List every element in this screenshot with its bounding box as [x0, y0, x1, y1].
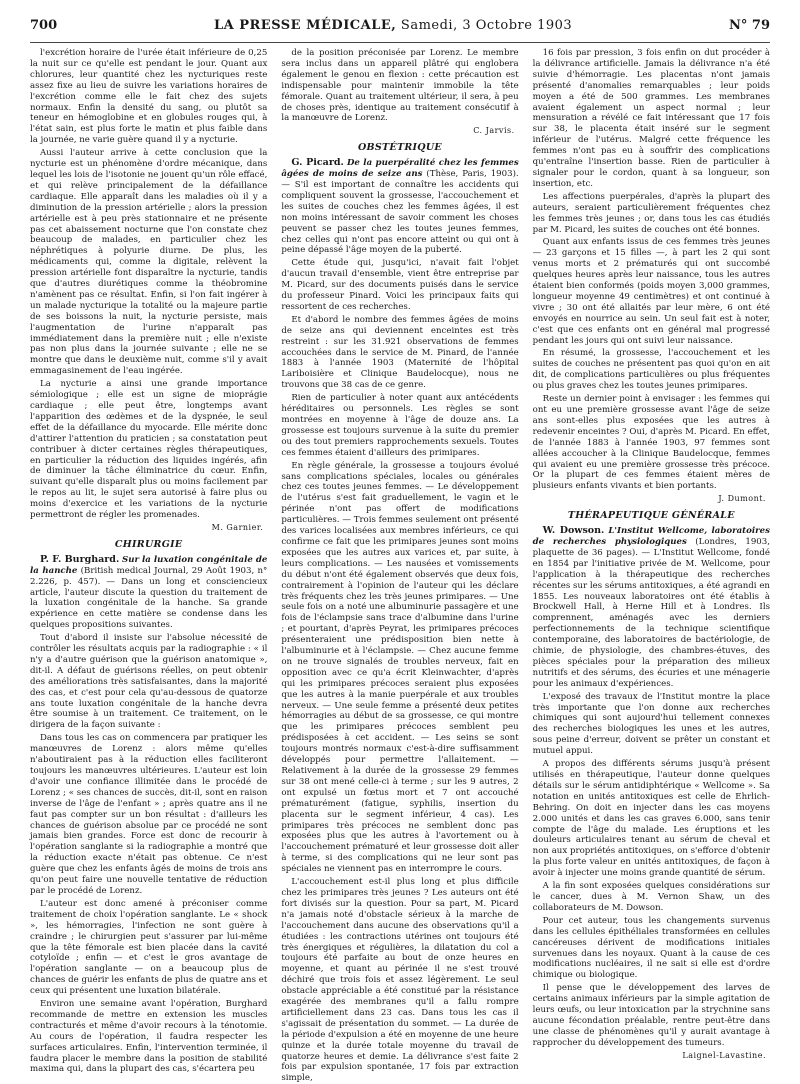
paragraph: 16 fois par pression, 3 fois enfin on dut procéder à la délivrance artificielle. Jamais la délivrance n'a été suivie d'hémorragie. Les placentas n'ont jamais présenté d'anomalies remarquables ; leur poids moyen a été de 500 grammes. Les membranes avaient également un aspect normal ; leur mensuration a révélé ce fait intéressant que 17 fois sur 38, le placenta était inséré sur le segment inférieur de l'utérus. Malgré cette fréquence les femmes n'ont pas eu à souffrir des complications qu'entraîne l'insertion basse. Rien de particulier à signaler pour le cordon, quant à sa longueur, son insertion, etc.: [532, 48, 770, 189]
paragraph: En règle générale, la grossesse a toujours évolué sans complications spéciales, locales ou générales chez ces toutes jeunes femmes. — Le développement de l'utérus s'est fait graduellement, le vagin et le périnée n'ont pas offert de modifications particulières. — Trois femmes seulement ont présenté des varices localisées aux membres inférieurs, ce qui confirme ce fait que les primipares jeunes sont moins exposées que les autres aux varices et, par suite, à leurs complications. — Les nausées et vomissements du début n'ont été également observés que deux fois, contrairement à l'opinion de l'auteur qui les déclare très fréquents chez les très jeunes primipares. — Une seule fois on a noté une albuminurie passagère et une fois de l'éclampsie sans trace d'albumine dans l'urine ; et pourtant, d'après Peyrat, les primipares précoces présenteraient une prédisposition bien nette à l'albuminurie et à l'éclampsie. — Chez aucune femme on ne trouve signalés de troubles nerveux, fait en opposition avec ce qu'a écrit Kleinwachter, d'après qui les primipares précoces seraient plus exposées que les autres à la manie puerpérale et aux troubles nerveux. — Une seule femme a présenté deux petites hémorragies au début de sa grossesse, ce qui montre que les primipares précoces semblent peu prédisposées à cet accident. — Les seins se sont toujours montrés normaux c'est-à-dire suffisamment développés pour permettre l'allaitement. — Relativement à la durée de la grossesse 29 femmes sur 38 ont mené celle-ci à terme ; sur les 9 autres, 2 ont expulsé un fœtus mort et 7 ont accouché prématurément (fatigue, syphilis, insertion du placenta sur le segment inférieur, 4 cas). Les primipares très précoces ne semblent donc pas exposées plus que les autres à l'avortement ou à l'accouchement prématuré et leur grossesse doit aller à terme, si des complications qui ne leur sont pas spéciales ne viennent pas en interrompre le cours.: [281, 460, 519, 875]
article-author: P. F. Burghard.: [40, 553, 120, 565]
column-1: [30, 48, 268, 1075]
paragraph: L'exposé des travaux de l'Institut montre la place très importante que l'on donne aux recherches chimiques qui sont aujourd'hui tellement connexes des recherches biologiques les unes et les autres, sous peine d'erreur, doivent se prêter un constant et mutuel appui.: [532, 691, 770, 757]
paragraph: Dans tous les cas on commencera par pratiquer les manœuvres de Lorenz : alors même qu'elles n'aboutiraient pas à la réduction elles faciliteront toujours les manœuvres ultérieures. L'auteur est loin d'avoir une confiance illimitée dans le procédé de Lorenz ; « ses chances de succès, dit-il, sont en raison inverse de l'âge de l'enfant » ; après quatre ans il ne faut pas compter sur un bon résultat : d'ailleurs les chances de guérison absolue par ce procédé ne sont jamais bien grandes. Force est donc de recourir à l'opération sanglante si la radiographie a montré que la réduction exacte n'était pas obtenue. Ce n'est guère que chez les enfants âgés de moins de trois ans qu'on peut faire une nouvelle tentative de réduction par le procédé de Lorenz.: [30, 733, 268, 896]
issue-number: N° 79: [729, 18, 770, 33]
journal-name: LA PRESSE MÉDICALE,: [213, 18, 397, 33]
article-header: [30, 555, 267, 631]
paragraph: Les affections puerpérales, d'après la plupart des auteurs, seraient particulièrement fréquentes chez les femmes très jeunes ; or, dans tous les cas étudiés par M. Picard, les suites de couches ont été bonnes.: [532, 191, 770, 235]
article-author: G. Picard.: [291, 157, 344, 169]
signature: C. Jarvis.: [473, 126, 515, 136]
section-heading-chirurgie: CHIRURGIE: [114, 538, 183, 550]
paragraph: l'excrétion horaire de l'urée était inférieure de 0,25 la nuit sur ce qu'elle est pendant le jour. Quant aux chlorures, leur quantité chez les nycturiques reste assez fixe au lieu de suivre les variations horaires de l'excrétion comme elle le fait chez des sujets normaux. Enfin la densité du sang, ou plutôt sa teneur en hémoglobine et en globules rouges qui, à l'état sain, est plus forte le matin et plus faible dans la journée, ne varie guère quand il y a nycturie.: [30, 48, 268, 146]
paragraph: Cette étude qui, jusqu'ici, n'avait fait l'objet d'aucun travail d'ensemble, vient être entreprise par M. Picard, sur des documents puisés dans le service du professeur Pinard. Voici les principaux faits qui ressortent de ces recherches.: [281, 258, 519, 312]
paragraph: Quant aux enfants issus de ces femmes très jeunes — 23 garçons et 15 filles —, à part les 2 qui sont venus morts et 2 prématurés qui ont succombé quelques heures après leur naissance, tous les autres étaient bien conformés (poids moyen 3,000 grammes, longueur moyenne 49 centimètres) et ont continué à vivre ; 30 ont été allaités par leur mère, 6 ont été envoyés en nourrice au sein. Un seul fait est à noter, c'est que ces enfants ont en général mal progressé pendant les jours qui ont suivi leur naissance.: [532, 237, 770, 346]
page-header: [30, 18, 770, 43]
article-source: (British medical Journal, 29 Août 1903, n° 2.226, p. 457). — Dans un long et consciencieux article, l'auteur discute la question du traitement de la luxation congénitale de la hanche. Sa grande expérience en cette matière se condense dans les quelques propositions suivantes.: [30, 565, 268, 631]
issue-date: Samedi, 3 Octobre 1903: [400, 18, 573, 33]
article-title: L'Institut Wellcome, laboratoires de recherches physiologiques: [532, 526, 770, 547]
running-title: [214, 18, 572, 33]
article-header: [281, 158, 518, 256]
paragraph: En résumé, la grossesse, l'accouchement et les suites de couches ne présentent pas quoi qu'on en ait dit, de complications particulières ou plus fréquentes ou plus graves chez les toutes jeunes primipares.: [532, 348, 770, 392]
column-3: [533, 48, 770, 1062]
paragraph: Tout d'abord il insiste sur l'absolue nécessité de contrôler les résultats acquis par la radiographie : « il n'y a d'autre guérison que la guérison anatomique », dit-il. A défaut de guérisons réelles, on peut obtenir des améliorations très satisfaisantes, dans la majorité des cas, et c'est pour cela qu'au-dessous de quatorze ans toute luxation congénitale de la hanche devra être soumise à un traitement. Ce traitement, on le dirigera de la façon suivante :: [30, 633, 268, 731]
paragraph: Rien de particulier à noter quant aux antécédents héréditaires ou personnels. Les règles se sont montrées en moyenne à l'âge de douze ans. La grossesse est toujours survenue à la suite du premier ou des tout premiers rapprochements sexuels. Toutes ces femmes étaient d'ailleurs des primipares.: [281, 393, 519, 458]
section-heading-therapeutique: THÉRAPEUTIQUE GÉNÉRALE: [567, 510, 735, 522]
paragraph: La nycturie a ainsi une grande importance sémiologique ; elle est un signe de mioprágie cardiaque ; elle peut être, longtemps avant l'apparition des œdèmes et de la dyspnée, le seul effet de la défaillance du myocarde. Elle mérite donc d'attirer l'attention du praticien ; sa constatation peut contribuer à dicter certaines règles thérapeutiques, en particulier la réduction des liquides ingérés, afin de diminuer la tâche éliminatrice du cœur. Enfin, suivant qu'elle disparaît plus ou moins facilement par le repos au lit, le sujet sera autorisé à faire plus ou moins d'exercice et les variations de la nycturie permettront de régler les promenades.: [30, 379, 268, 521]
paragraph: A la fin sont exposées quelques considérations sur le cancer, dues à M. Vernon Shaw, un des collaborateurs de M. Dowson.: [532, 881, 770, 913]
paragraph: de la position préconisée par Lorenz. Le membre sera inclus dans un appareil plâtré qui englobera également le genou en flexion : cette précaution est indispensable pour maintenir immobile la tête fémorale. Quant au traitement ultérieur, il sera, à peu de choses près, identique au traitement consécutif à la manœuvre de Lorenz.: [281, 48, 519, 124]
article-source: (Thèse, Paris, 1903). — S'il est important de connaître les accidents qui compliquent souvent la grossesse, l'accouchement et les suites de couches chez les femmes âgées, il est non moins intéressant de savoir comment les choses peuvent se passer chez les toutes jeunes femmes, chez celles qui n'ont pas encore atteint ou qui ont à peine dépassé l'âge moyen de la puberté.: [281, 169, 519, 256]
paragraph: Pour cet auteur, tous les changements survenus dans les cellules épithéliales transformées en cellules cancéreuses dérivent de modifications initiales survenues dans les noyaux. Quant à la cause de ces modifications nucléaires, il ne sait si elle est d'ordre chimique ou biologique.: [532, 915, 770, 981]
paragraph: A propos des différents sérums jusqu'à présent utilisés en thérapeutique, l'auteur donne quelques détails sur le sérum antidiphtérique « Wellcome ». Sa notation en unités antitoxiques est celle de Ehrlich-Behring. On doit en injecter dans les cas moyens 2.000 unités et dans les cas graves 6.000, sans tenir compte de l'âge du malade. Les éruptions et les douleurs articulaires tenant au sérum de cheval et non aux propriétés antitoxiques, on s'efforce d'obtenir la plus forte valeur en unités antitoxiques, de façon à avoir à injecter une moins grande quantité de sérum.: [532, 759, 770, 879]
section-heading-obstetrique: OBSTÉTRIQUE: [357, 142, 442, 154]
paragraph: Et d'abord le nombre des femmes âgées de moins de seize ans qui deviennent enceintes est très restreint : sur les 31.921 observations de femmes accouchées dans le service de M. Pinard, de l'année 1883 à l'année 1903 (Maternité de l'hôpital Lariboisière et Clinique Baudelocque), nous ne trouvons que 38 cas de ce genre.: [281, 314, 519, 391]
column-2: [281, 48, 519, 1084]
paragraph: L'accouchement est-il plus long et plus difficile chez les primipares très jeunes ? Les auteurs ont été fort divisés sur la question. Pour sa part, M. Picard n'a jamais noté d'obstacle sérieux à la marche de l'accouchement dans aucune des observations qu'il a étudiées : les contractions utérines ont toujours été très énergiques et régulières, la dilatation du col a toujours été parfaite au bout de onze heures en moyenne, et quant au périnée il ne s'est trouvé déchiré que trois fois et assez légèrement. Le seul obstacle appréciable a été constitué par la résistance exagérée des membranes qu'il a fallu rompre artificiellement dans 23 cas. Dans tous les cas il s'agissait de présentation du sommet. — La durée de la période d'expulsion a été en moyenne de une heure quinze et la durée totale moyenne du travail de quatorze heures et demie. La délivrance s'est faite 2 fois par expulsion spontanée, 17 fois par extraction simple,: [281, 877, 519, 1084]
paragraph: L'auteur est donc amené à préconiser comme traitement de choix l'opération sanglante. Le « shock », les hémorragies, l'infection ne sont guère à craindre ; le chirurgien peut s'assurer par lui-même que la tête fémorale est bien placée dans la cavité cotyloïde ; enfin — et c'est le gros avantage de l'opération sanglante — on a beaucoup plus de chances de guérir les enfants de plus de quatre ans et ceux qui présentent une luxation bilatérale.: [30, 898, 268, 997]
paragraph: Il pense que le développement des larves de certains animaux inférieurs par la simple agitation de leurs œufs, ou leur intoxication par la strychnine sans aucune fécondation préalable, rentre peut-être dans une classe de phénomènes qu'il y aurait avantage à rapprocher du développement des tumeurs.: [532, 983, 770, 1048]
signature: J. Dumont.: [718, 494, 766, 504]
page-number: 700: [30, 18, 58, 33]
article-title: De la puerpéralité chez les femmes âgées de moins de seize ans: [281, 158, 519, 180]
paragraph: Aussi l'auteur arrive à cette conclusion que la nycturie est un phénomène d'ordre mécanique, dans lequel les lois de l'isotonie ne jouent qu'un rôle effacé, et qui relève principalement de la défaillance cardiaque. Elle apparaît dans les maladies où il y a diminution de la pression artérielle ; alors la pression artérielle est à peu près stationnaire et ne présente pas cet abaissement nocturne que l'on constate chez beaucoup de malades, en particulier chez les néphrétiques à polyurie diurne. De plus, les médicaments qui, comme la digitale, relèvent la pression artérielle font disparaître la nycturie, tandis que d'autres diurétiques comme la théobromine n'amènent pas ce résultat. Enfin, si l'on fait ingérer à un malade nycturique la totalité ou la majeure partie de ses boissons la nuit, la nycturie persiste, mais l'augmentation de l'urine n'apparaît pas immédiatement dans la première nuit ; elle n'existe pas non plus dans la journée suivante ; elle ne se montre que dans le deuxième nuit, comme s'il y avait emmagasinement de l'eau ingérée.: [30, 148, 268, 377]
article-source: (Londres, 1903, plaquette de 36 pages). — L'Institut Wellcome, fondé en 1854 par l'initiative privée de M. Wellcome, pour l'application à la thérapeutique des recherches récentes sur les sérums antitoxiques, a été agrandi en 1855. Les nouveaux laboratoires ont été établis à Brockwell Hall, à Herne Hill et à Londres. Ils comprennent, aménagés avec les derniers perfectionnements de la technique scientifique contemporaine, des laboratoires de bactériologie, de chimie, de physiologie, des chambres-étuves, des pièces spéciales pour la préparation des milieux nutritifs et des sérums, des écuries et une ménagerie pour les animaux d'expériences.: [532, 536, 770, 689]
paragraph: Reste un dernier point à envisager : les femmes qui ont eu une première grossesse avant l'âge de seize ans sont-elles plus exposées que les autres à redevenir enceintes ? Oui, d'après M. Picard. En effet, de l'année 1883 à l'année 1903, 97 femmes sont allées accoucher à la Clinique Baudelocque, femmes qui avaient eu une première grossesse très précoce. Or la plupart de ces femmes étaient mères de plusieurs enfants vivants et bien portants.: [532, 394, 770, 492]
article-header: [533, 526, 770, 690]
article-author: W. Dowson.: [542, 525, 605, 537]
paragraph: Environ une semaine avant l'opération, Burghard recommande de mettre en extension les muscles contracturés et même d'avoir recours à la ténotomie. Au cours de l'opération, il faudra respecter les surfaces articulaires. Enfin, l'intervention terminée, il faudra placer le membre dans la position de stabilité maxima qui, dans la plupart des cas, s'écartera peu: [30, 999, 268, 1075]
signature: M. Garnier.: [211, 522, 264, 532]
article-title: Sur la luxation congénitale de la hanche: [30, 554, 268, 576]
signature: Laignel-Lavastine.: [682, 1050, 766, 1060]
article-columns: [30, 48, 770, 1084]
